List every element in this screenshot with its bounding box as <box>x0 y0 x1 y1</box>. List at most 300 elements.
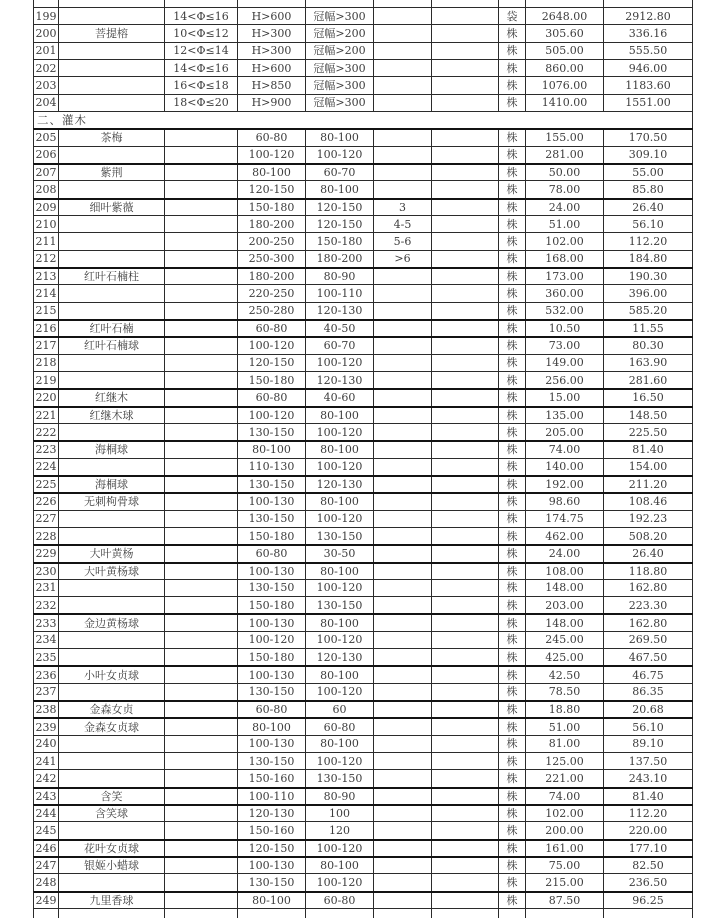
cell-branches <box>374 511 432 527</box>
cell-height: 130-150 <box>238 684 306 700</box>
cell-price_markup: 11.55 <box>604 321 693 336</box>
cell-unit: 株 <box>499 841 526 856</box>
cell-extra <box>432 874 499 890</box>
cell-price: 360.00 <box>526 285 604 301</box>
table-row <box>33 76 693 93</box>
cell-price_markup: 137.50 <box>604 753 693 769</box>
cell-spec <box>165 372 238 388</box>
cell-unit: 株 <box>499 25 526 41</box>
cell-name: 海桐球 <box>59 442 165 457</box>
table-row <box>33 232 693 249</box>
cell-price: 256.00 <box>526 372 604 388</box>
cell-unit: 株 <box>499 95 526 111</box>
cell-branches <box>374 442 432 457</box>
cell-crown: 120-130 <box>306 372 374 388</box>
cell-crown: 120-150 <box>306 200 374 215</box>
cell-no: 247 <box>34 858 59 873</box>
section-title: 二、灌木 <box>37 113 87 128</box>
cell-spec <box>165 667 238 682</box>
cell-height: 150-180 <box>238 528 306 544</box>
cell-branches <box>374 95 432 111</box>
cell-no: 229 <box>34 546 59 561</box>
cell-crown: 40-60 <box>306 390 374 405</box>
table-row <box>33 562 693 579</box>
cell-branches <box>374 649 432 665</box>
cell-price: 168.00 <box>526 251 604 267</box>
cell-crown: 100-120 <box>306 841 374 856</box>
cell-branches <box>374 494 432 509</box>
cell-crown: 100-110 <box>306 285 374 301</box>
cell-stub <box>59 909 165 918</box>
cell-name: 红继木 <box>59 390 165 405</box>
table-row <box>33 683 693 700</box>
cell-extra <box>432 43 499 59</box>
cell-price: 24.00 <box>526 546 604 561</box>
cell-branches <box>374 130 432 145</box>
cell-unit: 株 <box>499 702 526 717</box>
cell-crown: 60-70 <box>306 338 374 353</box>
cell-spec <box>165 580 238 596</box>
cell-no: 203 <box>34 77 59 93</box>
cell-price: 174.75 <box>526 511 604 527</box>
cell-extra <box>432 477 499 492</box>
cell-price: 140.00 <box>526 459 604 475</box>
table-row <box>33 163 693 180</box>
cell-extra <box>432 25 499 41</box>
cell-price: 1410.00 <box>526 95 604 111</box>
cell-crown: 100-120 <box>306 632 374 648</box>
cell-unit: 株 <box>499 408 526 423</box>
cell-branches <box>374 269 432 284</box>
cell-crown: 100-120 <box>306 459 374 475</box>
cell-height: 130-150 <box>238 424 306 440</box>
cell-height: 130-150 <box>238 753 306 769</box>
cell-unit: 株 <box>499 269 526 284</box>
cell-unit: 株 <box>499 165 526 180</box>
cell-stub <box>165 909 238 918</box>
cell-extra <box>432 8 499 24</box>
table-row <box>33 544 693 561</box>
cell-crown: 80-100 <box>306 130 374 145</box>
cell-price_markup: 309.10 <box>604 147 693 163</box>
cell-no: 237 <box>34 684 59 700</box>
cell-extra <box>432 424 499 440</box>
cell-unit: 株 <box>499 251 526 267</box>
cell-extra <box>432 770 499 786</box>
cell-no: 233 <box>34 615 59 630</box>
cell-price_markup: 82.50 <box>604 858 693 873</box>
cell-no: 228 <box>34 528 59 544</box>
cell-unit: 株 <box>499 77 526 93</box>
cell-name <box>59 77 165 93</box>
cell-crown: 80-100 <box>306 564 374 579</box>
cell-price: 87.50 <box>526 893 604 908</box>
cell-name: 海桐球 <box>59 477 165 492</box>
cell-unit: 株 <box>499 580 526 596</box>
cell-name: 红叶石楠球 <box>59 338 165 353</box>
cell-no: 240 <box>34 736 59 752</box>
cell-height: 130-150 <box>238 580 306 596</box>
cell-spec <box>165 200 238 215</box>
cell-height: 130-150 <box>238 874 306 890</box>
cell-crown: 100-120 <box>306 355 374 371</box>
cell-extra <box>432 95 499 111</box>
cell-unit: 株 <box>499 858 526 873</box>
cell-name <box>59 8 165 24</box>
cell-stub <box>238 909 306 918</box>
cell-price_markup: 508.20 <box>604 528 693 544</box>
cell-branches <box>374 285 432 301</box>
cell-spec <box>165 528 238 544</box>
cell-height: 100-130 <box>238 667 306 682</box>
cell-extra <box>432 789 499 804</box>
cell-no: 222 <box>34 424 59 440</box>
cell-name: 红继木球 <box>59 408 165 423</box>
cell-unit: 株 <box>499 874 526 890</box>
cell-branches: >6 <box>374 251 432 267</box>
cell-extra <box>432 546 499 561</box>
cell-name: 金森女贞 <box>59 702 165 717</box>
cell-no: 206 <box>34 147 59 163</box>
cell-branches <box>374 25 432 41</box>
cell-spec <box>165 408 238 423</box>
cell-no: 213 <box>34 269 59 284</box>
table-row <box>33 215 693 232</box>
cell-crown: 80-100 <box>306 858 374 873</box>
cell-extra <box>432 130 499 145</box>
cell-crown: 冠幅>200 <box>306 25 374 41</box>
cell-price_markup: 26.40 <box>604 200 693 215</box>
cell-unit: 株 <box>499 546 526 561</box>
cell-price: 173.00 <box>526 269 604 284</box>
cell-unit: 株 <box>499 822 526 838</box>
cell-crown: 60-70 <box>306 165 374 180</box>
cell-branches <box>374 597 432 613</box>
cell-height: H>300 <box>238 25 306 41</box>
cell-height: 180-200 <box>238 216 306 232</box>
cell-branches <box>374 459 432 475</box>
cell-price: 425.00 <box>526 649 604 665</box>
cell-unit: 袋 <box>499 8 526 24</box>
cell-extra <box>432 303 499 319</box>
cell-stub <box>374 909 432 918</box>
cell-extra <box>432 147 499 163</box>
cell-height: 100-110 <box>238 789 306 804</box>
cell-extra <box>432 528 499 544</box>
table-row <box>33 769 693 786</box>
cell-spec <box>165 216 238 232</box>
partial-row-top <box>33 0 693 7</box>
cell-price: 81.00 <box>526 736 604 752</box>
cell-unit: 株 <box>499 390 526 405</box>
cell-height: 130-150 <box>238 511 306 527</box>
cell-no: 249 <box>34 893 59 908</box>
cell-height: 100-130 <box>238 494 306 509</box>
cell-name <box>59 874 165 890</box>
table-row <box>33 839 693 856</box>
table-row <box>33 856 693 873</box>
cell-height: 100-130 <box>238 858 306 873</box>
cell-branches <box>374 408 432 423</box>
table-row <box>33 406 693 423</box>
cell-height: 150-160 <box>238 822 306 838</box>
cell-no: 220 <box>34 390 59 405</box>
cell-height: 150-180 <box>238 372 306 388</box>
cell-price_markup: 585.20 <box>604 303 693 319</box>
cell-extra <box>432 841 499 856</box>
price-table-body <box>33 0 693 918</box>
cell-crown: 冠幅>300 <box>306 95 374 111</box>
cell-height: 100-120 <box>238 147 306 163</box>
cell-no: 246 <box>34 841 59 856</box>
cell-price_markup: 1551.00 <box>604 95 693 111</box>
cell-name: 小叶女贞球 <box>59 667 165 682</box>
cell-price: 125.00 <box>526 753 604 769</box>
cell-price_markup: 1183.60 <box>604 77 693 93</box>
cell-price: 462.00 <box>526 528 604 544</box>
cell-price_markup: 555.50 <box>604 43 693 59</box>
cell-price: 860.00 <box>526 60 604 76</box>
cell-price: 108.00 <box>526 564 604 579</box>
cell-branches <box>374 77 432 93</box>
cell-unit: 株 <box>499 43 526 59</box>
cell-price: 192.00 <box>526 477 604 492</box>
cell-branches <box>374 702 432 717</box>
cell-no: 216 <box>34 321 59 336</box>
cell-spec <box>165 130 238 145</box>
cell-unit: 株 <box>499 233 526 249</box>
cell-price: 200.00 <box>526 822 604 838</box>
cell-branches <box>374 477 432 492</box>
cell-unit: 株 <box>499 684 526 700</box>
cell-height: 80-100 <box>238 719 306 734</box>
cell-branches <box>374 390 432 405</box>
cell-crown: 120-130 <box>306 649 374 665</box>
table-row <box>33 354 693 371</box>
cell-spec: 14<Φ≤16 <box>165 8 238 24</box>
cell-extra <box>432 615 499 630</box>
cell-crown: 80-100 <box>306 494 374 509</box>
cell-name: 茶梅 <box>59 130 165 145</box>
cell-stub <box>499 0 526 7</box>
cell-name: 银姬小蜡球 <box>59 858 165 873</box>
cell-extra <box>432 597 499 613</box>
cell-name <box>59 770 165 786</box>
cell-no: 238 <box>34 702 59 717</box>
cell-name: 紫荆 <box>59 165 165 180</box>
cell-extra <box>432 753 499 769</box>
cell-no: 236 <box>34 667 59 682</box>
cell-no: 212 <box>34 251 59 267</box>
cell-spec <box>165 719 238 734</box>
cell-name <box>59 753 165 769</box>
cell-no: 231 <box>34 580 59 596</box>
cell-extra <box>432 408 499 423</box>
cell-no: 227 <box>34 511 59 527</box>
cell-stub <box>526 0 604 7</box>
cell-crown: 120-130 <box>306 303 374 319</box>
cell-name: 红叶石楠 <box>59 321 165 336</box>
cell-unit: 株 <box>499 372 526 388</box>
cell-price_markup: 192.23 <box>604 511 693 527</box>
cell-unit: 株 <box>499 719 526 734</box>
cell-extra <box>432 60 499 76</box>
cell-extra <box>432 822 499 838</box>
cell-crown: 冠幅>300 <box>306 77 374 93</box>
cell-branches <box>374 841 432 856</box>
cell-price_markup: 148.50 <box>604 408 693 423</box>
cell-height: 150-180 <box>238 649 306 665</box>
cell-crown: 80-100 <box>306 736 374 752</box>
cell-height: 250-280 <box>238 303 306 319</box>
cell-extra <box>432 165 499 180</box>
cell-unit: 株 <box>499 564 526 579</box>
cell-price: 74.00 <box>526 789 604 804</box>
cell-spec <box>165 303 238 319</box>
cell-branches <box>374 43 432 59</box>
cell-crown: 180-200 <box>306 251 374 267</box>
cell-branches: 4-5 <box>374 216 432 232</box>
cell-extra <box>432 511 499 527</box>
table-row <box>33 821 693 838</box>
cell-branches <box>374 684 432 700</box>
cell-no: 245 <box>34 822 59 838</box>
cell-branches: 3 <box>374 200 432 215</box>
cell-price_markup: 467.50 <box>604 649 693 665</box>
cell-name: 细叶紫薇 <box>59 200 165 215</box>
cell-crown: 80-100 <box>306 442 374 457</box>
cell-spec: 18<Φ≤20 <box>165 95 238 111</box>
cell-price: 135.00 <box>526 408 604 423</box>
cell-name <box>59 372 165 388</box>
cell-unit: 株 <box>499 285 526 301</box>
table-row <box>33 804 693 821</box>
cell-price_markup: 112.20 <box>604 806 693 821</box>
cell-name: 含笑球 <box>59 806 165 821</box>
cell-price: 205.00 <box>526 424 604 440</box>
cell-price: 78.00 <box>526 181 604 197</box>
cell-spec <box>165 841 238 856</box>
cell-stub <box>34 0 59 7</box>
cell-spec <box>165 390 238 405</box>
cell-crown: 120-130 <box>306 477 374 492</box>
cell-price_markup: 162.80 <box>604 580 693 596</box>
cell-price_markup: 223.30 <box>604 597 693 613</box>
cell-name: 九里香球 <box>59 893 165 908</box>
cell-height: 120-150 <box>238 355 306 371</box>
cell-price_markup: 20.68 <box>604 702 693 717</box>
cell-name <box>59 511 165 527</box>
cell-no: 217 <box>34 338 59 353</box>
cell-stub <box>165 0 238 7</box>
cell-no: 201 <box>34 43 59 59</box>
cell-price: 75.00 <box>526 858 604 873</box>
cell-name: 菩提榕 <box>59 25 165 41</box>
cell-no: 244 <box>34 806 59 821</box>
cell-extra <box>432 702 499 717</box>
cell-branches <box>374 893 432 908</box>
cell-spec <box>165 269 238 284</box>
cell-price: 24.00 <box>526 200 604 215</box>
cell-extra <box>432 216 499 232</box>
cell-extra <box>432 736 499 752</box>
cell-height: 220-250 <box>238 285 306 301</box>
cell-extra <box>432 338 499 353</box>
cell-name <box>59 649 165 665</box>
cell-price_markup: 281.60 <box>604 372 693 388</box>
cell-height: H>900 <box>238 95 306 111</box>
cell-extra <box>432 806 499 821</box>
cell-name <box>59 251 165 267</box>
table-row <box>33 423 693 440</box>
cell-price: 221.00 <box>526 770 604 786</box>
cell-unit: 株 <box>499 753 526 769</box>
table-row <box>33 752 693 769</box>
cell-crown: 冠幅>300 <box>306 8 374 24</box>
cell-branches <box>374 546 432 561</box>
cell-no: 209 <box>34 200 59 215</box>
cell-height: 100-120 <box>238 338 306 353</box>
cell-spec <box>165 770 238 786</box>
cell-price_markup: 154.00 <box>604 459 693 475</box>
cell-spec <box>165 632 238 648</box>
cell-stub <box>238 0 306 7</box>
cell-no: 215 <box>34 303 59 319</box>
table-row <box>33 250 693 267</box>
cell-height: 100-130 <box>238 564 306 579</box>
cell-height: 180-200 <box>238 269 306 284</box>
partial-row-bottom <box>33 908 693 918</box>
cell-branches <box>374 874 432 890</box>
cell-price_markup: 236.50 <box>604 874 693 890</box>
cell-crown: 100-120 <box>306 147 374 163</box>
cell-price_markup: 162.80 <box>604 615 693 630</box>
cell-height: 60-80 <box>238 130 306 145</box>
cell-price: 1076.00 <box>526 77 604 93</box>
cell-spec <box>165 181 238 197</box>
cell-crown: 冠幅>200 <box>306 43 374 59</box>
cell-unit: 株 <box>499 770 526 786</box>
cell-price_markup: 946.00 <box>604 60 693 76</box>
cell-no: 241 <box>34 753 59 769</box>
cell-crown: 60-80 <box>306 893 374 908</box>
cell-price_markup: 56.10 <box>604 216 693 232</box>
table-row <box>33 198 693 215</box>
cell-stub <box>604 909 693 918</box>
cell-price_markup: 26.40 <box>604 546 693 561</box>
cell-price: 102.00 <box>526 233 604 249</box>
cell-unit: 株 <box>499 200 526 215</box>
cell-branches <box>374 753 432 769</box>
cell-branches <box>374 580 432 596</box>
cell-price_markup: 85.80 <box>604 181 693 197</box>
cell-spec <box>165 597 238 613</box>
cell-branches <box>374 632 432 648</box>
cell-crown: 100-120 <box>306 511 374 527</box>
cell-unit: 株 <box>499 649 526 665</box>
cell-crown: 120 <box>306 822 374 838</box>
cell-branches <box>374 60 432 76</box>
cell-height: 60-80 <box>238 546 306 561</box>
cell-spec <box>165 874 238 890</box>
cell-branches <box>374 789 432 804</box>
cell-branches <box>374 822 432 838</box>
cell-spec <box>165 546 238 561</box>
cell-name <box>59 632 165 648</box>
cell-branches <box>374 770 432 786</box>
cell-name <box>59 684 165 700</box>
cell-name: 花叶女贞球 <box>59 841 165 856</box>
